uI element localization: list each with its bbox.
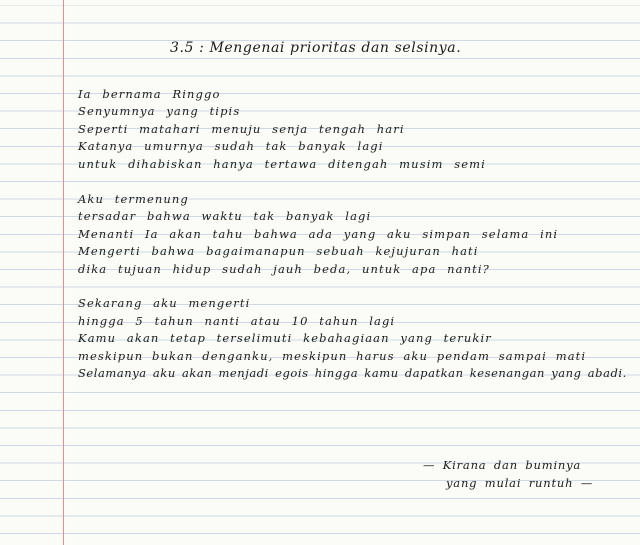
poem-line: Katanya umurnya sudah tak banyak lagi — [78, 139, 384, 153]
signature-line: yang mulai runtuh — — [446, 476, 594, 490]
poem-line: Ia bernama Ringgo — [78, 87, 221, 101]
poem-line: Aku termenung — [78, 192, 189, 206]
red-margin-line — [63, 0, 64, 545]
poem-line: dika tujuan hidup sudah jauh beda, untuk apa nanti? — [78, 262, 490, 276]
poem-line: meskipun bukan denganku, meskipun harus aku pendam sampai mati — [78, 349, 587, 363]
signature-line: — Kirana dan buminya — [423, 458, 582, 472]
poem-line: Seperti matahari menuju senja tengah hari — [78, 122, 405, 136]
poem-line: Senyumnya yang tipis — [78, 104, 241, 118]
poem-line: untuk dihabiskan hanya tertawa ditengah musim semi — [78, 157, 486, 171]
poem-line: Mengerti bahwa bagaimanapun sebuah kejujuran hati — [78, 244, 479, 258]
poem-line: Selamanya aku akan menjadi egois hingga kamu dapatkan kesenangan yang abadi. — [78, 366, 627, 380]
poem-line: hingga 5 tahun nanti atau 10 tahun lagi — [78, 314, 396, 328]
poem-line: Menanti Ia akan tahu bahwa ada yang aku simpan selama ini — [78, 227, 559, 241]
poem-line: tersadar bahwa waktu tak banyak lagi — [78, 209, 372, 223]
poem-line: Kamu akan tetap terselimuti kebahagiaan yang terukir — [78, 331, 492, 345]
poem-line: Sekarang aku mengerti — [78, 296, 251, 310]
page-title: 3.5 : Mengenai prioritas dan selsinya. — [170, 40, 462, 56]
